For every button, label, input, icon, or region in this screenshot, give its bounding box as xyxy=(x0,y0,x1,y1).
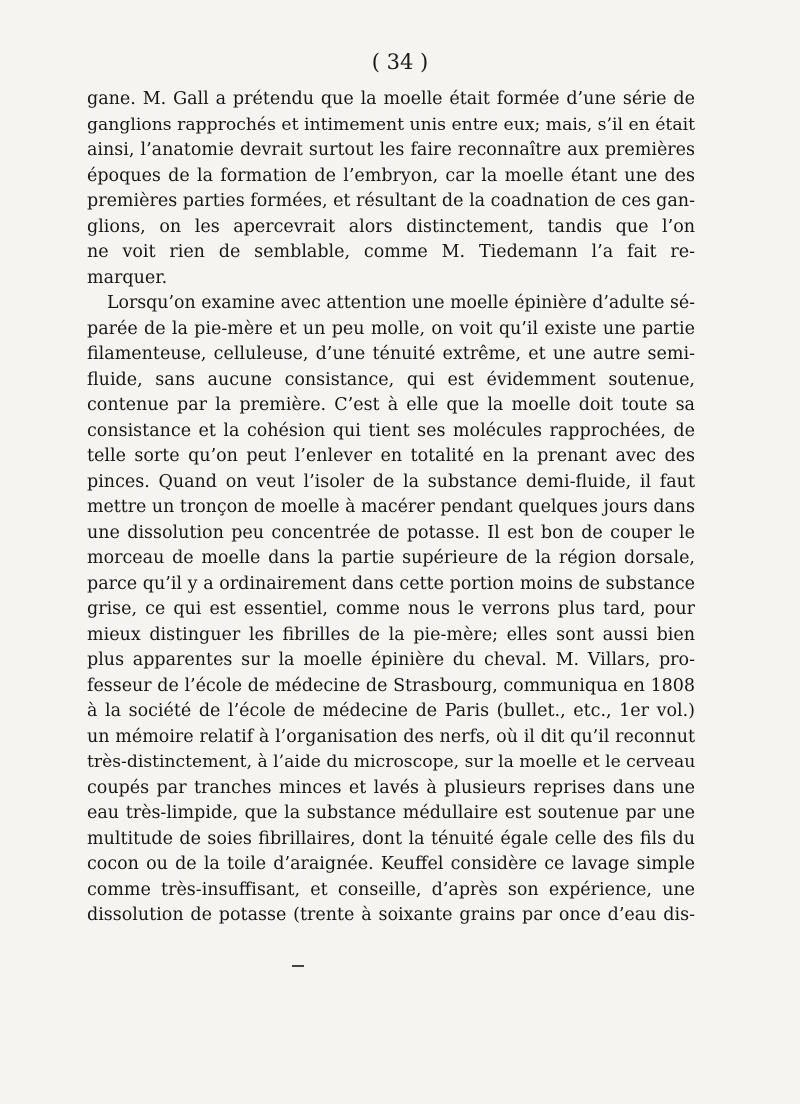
text-line: dissolution de potasse (trente à soixante grains par once d’eau dis- xyxy=(87,905,695,925)
text-line: grise, ce qui est essentiel, comme nous le verrons plus tard, pour xyxy=(87,599,695,619)
text-line: mettre un tronçon de moelle à macérer pendant quelques jours dans xyxy=(87,497,695,517)
text-line: consistance et la cohésion qui tient ses molécules rapprochées, de xyxy=(87,420,695,441)
text-line: très-distinctement, à l’aide du microscope, sur la moelle et le cerveau xyxy=(87,752,696,772)
text-line: contenue par la première. C’est à elle que la moelle doit toute sa xyxy=(87,395,695,415)
text-line: parce qu’il y a ordinairement dans cette portion moins de substance xyxy=(87,573,695,594)
text-line: fluide, sans aucune consistance, qui est évidemment soutenue, xyxy=(87,369,695,390)
text-line: mieux distinguer les fibrilles de la pie-mère; elles sont aussi bien xyxy=(87,624,695,645)
text-line: coupés par tranches minces et lavés à plusieurs reprises dans une xyxy=(87,777,695,798)
text-line: ne voit rien de semblable, comme M. Tiedemann l’a fait re- xyxy=(87,242,695,262)
text-line: glions, on les apercevrait alors distinctement, tandis que l’on xyxy=(87,216,695,237)
text-line: ganglions rapprochés et intimement unis entre eux; mais, s’il en était xyxy=(87,114,695,135)
text-line: pinces. Quand on veut l’isoler de la substance demi-fluide, il faut xyxy=(87,471,695,492)
text-line: cocon ou de la toile d’araignée. Keuffel considère ce lavage simple xyxy=(87,854,695,874)
text-line: Lorsqu’on examine avec attention une moelle épinière d’adulte sé- xyxy=(107,293,695,313)
text-line: fesseur de l’école de médecine de Strasbourg, communiqua en 1808 xyxy=(87,675,695,696)
text-line: parée de la pie-mère et un peu molle, on voit qu’il existe une partie xyxy=(87,318,695,339)
text-line: gane. M. Gall a prétendu que la moelle était formée d’une série de xyxy=(87,89,695,109)
dash-mark xyxy=(292,965,304,967)
text-line: marquer. xyxy=(87,267,168,288)
text-line: eau très-limpide, que la substance médullaire est soutenue par une xyxy=(87,803,695,823)
text-line: morceau de moelle dans la partie supérieure de la région dorsale, xyxy=(87,548,695,568)
text-line: premières parties formées, et résultant de la coadnation de ces gan- xyxy=(87,191,695,211)
text-line: comme très-insuffisant, et conseille, d’après son expérience, une xyxy=(87,879,695,900)
text-line: à la société de l’école de médecine de Paris (bullet., etc., 1er vol.) xyxy=(87,701,695,721)
text-line: telle sorte qu’on peut l’enlever en totalité en la prenant avec des xyxy=(87,446,695,466)
text-line: filamenteuse, celluleuse, d’une ténuité extrême, et une autre semi- xyxy=(87,344,695,364)
text-line: plus apparentes sur la moelle épinière du cheval. M. Villars, pro- xyxy=(87,650,695,670)
text-line: une dissolution peu concentrée de potasse. Il est bon de couper le xyxy=(87,522,695,543)
page-number: ( 34 ) xyxy=(371,50,429,74)
text-line: époques de la formation de l’embryon, car la moelle étant une des xyxy=(87,165,695,186)
body-text xyxy=(87,87,695,929)
text-line: ainsi, l’anatomie devrait surtout les faire reconnaître aux premières xyxy=(87,140,695,160)
text-line: un mémoire relatif à l’organisation des nerfs, où il dit qu’il reconnut xyxy=(87,726,695,747)
text-line: multitude de soies fibrillaires, dont la ténuité égale celle des fils du xyxy=(87,828,695,849)
